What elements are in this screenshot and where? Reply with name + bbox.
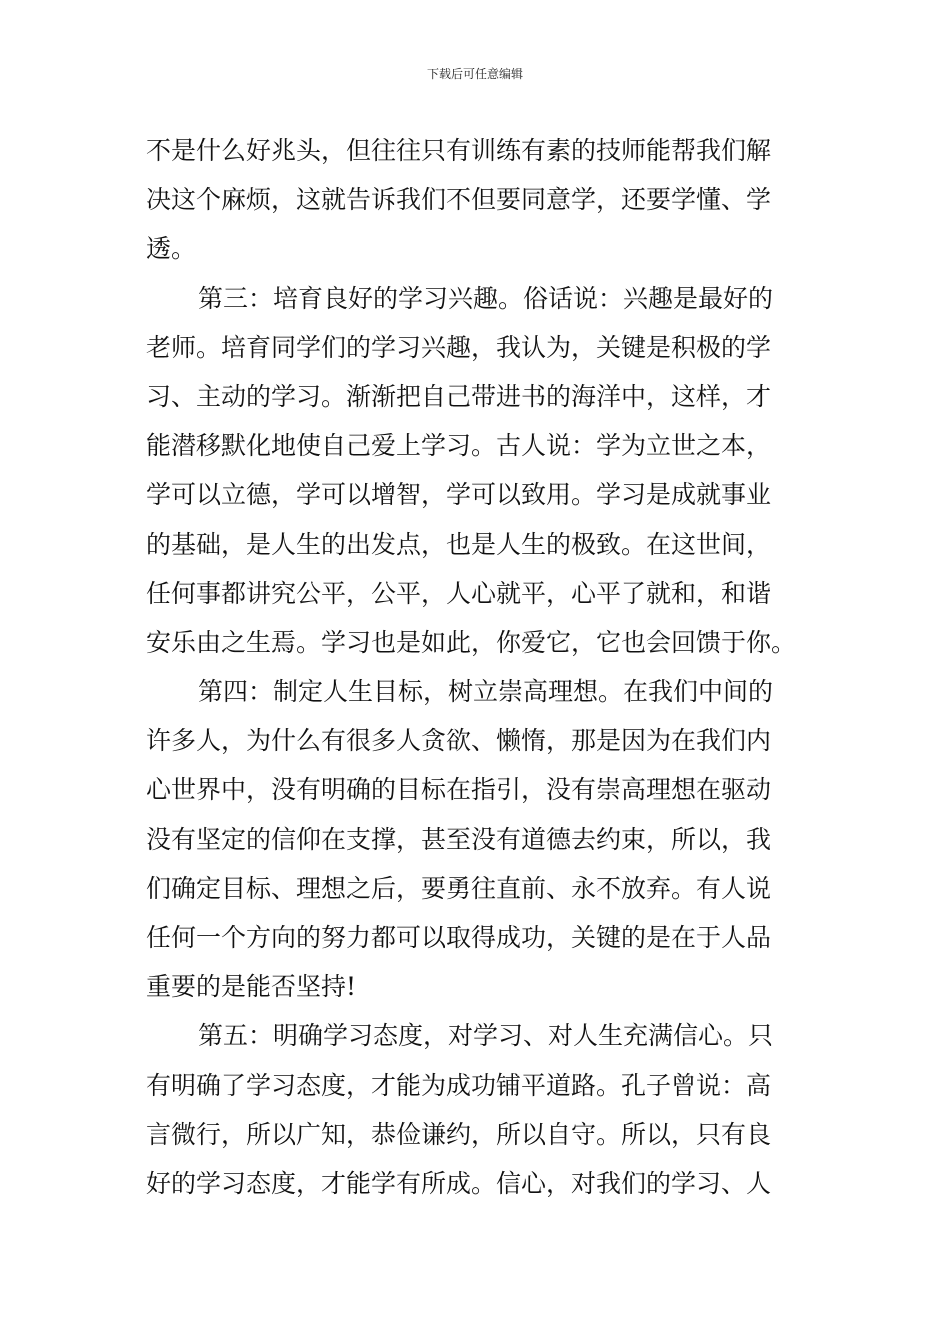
text-line: 透。 [146, 234, 197, 264]
text-line: 的基础，是人生的出发点，也是人生的极致。在这世间， [146, 529, 772, 559]
text-line: 决这个麻烦，这就告诉我们不但要同意学，还要学懂、学 [146, 185, 772, 215]
paragraph-fifth [146, 1011, 808, 1208]
text-line: 心世界中，没有明确的目标在指引，没有崇高理想在驱动 [146, 775, 772, 805]
paragraph-third [146, 274, 808, 668]
document-body [146, 126, 808, 1208]
text-line: 许多人，为什么有很多人贪欲、懒惰，那是因为在我们内 [146, 726, 772, 756]
text-line: 重要的是能否坚持! [146, 972, 357, 1002]
page-header: 下载后可任意编辑 [426, 67, 523, 81]
paragraph-continuation [146, 126, 808, 274]
text-line: 没有坚定的信仰在支撑，甚至没有道德去约束，所以，我 [146, 824, 772, 854]
text-line: 言微行，所以广知，恭俭谦约，所以自守。所以，只有良 [146, 1119, 772, 1149]
text-line-first: 第四：制定人生目标，树立崇高理想。在我们中间的 [198, 677, 774, 707]
text-line: 老师。培育同学们的学习兴趣，我认为，关键是积极的学 [146, 332, 772, 362]
text-line: 能潜移默化地使自己爱上学习。古人说：学为立世之本， [146, 431, 772, 461]
text-line: 好的学习态度，才能学有所成。信心，对我们的学习、人 [146, 1168, 772, 1198]
text-line: 安乐由之生焉。学习也是如此，你爱它，它也会回馈于你。 [146, 627, 797, 657]
text-line: 学可以立德，学可以增智，学可以致用。学习是成就事业 [146, 480, 772, 510]
text-line: 习、主动的学习。渐渐把自己带进书的海洋中，这样，才 [146, 381, 772, 411]
text-line: 有明确了学习态度，才能为成功铺平道路。孔子曾说：高 [146, 1070, 772, 1100]
text-line-first: 第三：培育良好的学习兴趣。俗话说：兴趣是最好的 [198, 283, 774, 313]
text-line: 不是什么好兆头，但往往只有训练有素的技师能帮我们解 [146, 136, 772, 165]
paragraph-fourth [146, 667, 808, 1011]
text-line: 任何事都讲究公平，公平，人心就平，心平了就和，和谐 [146, 578, 772, 608]
text-line: 们确定目标、理想之后，要勇往直前、永不放弃。有人说 [146, 873, 772, 903]
text-line: 任何一个方向的努力都可以取得成功，关键的是在于人品 [146, 923, 772, 952]
text-line-first: 第五：明确学习态度，对学习、对人生充满信心。只 [198, 1021, 774, 1051]
